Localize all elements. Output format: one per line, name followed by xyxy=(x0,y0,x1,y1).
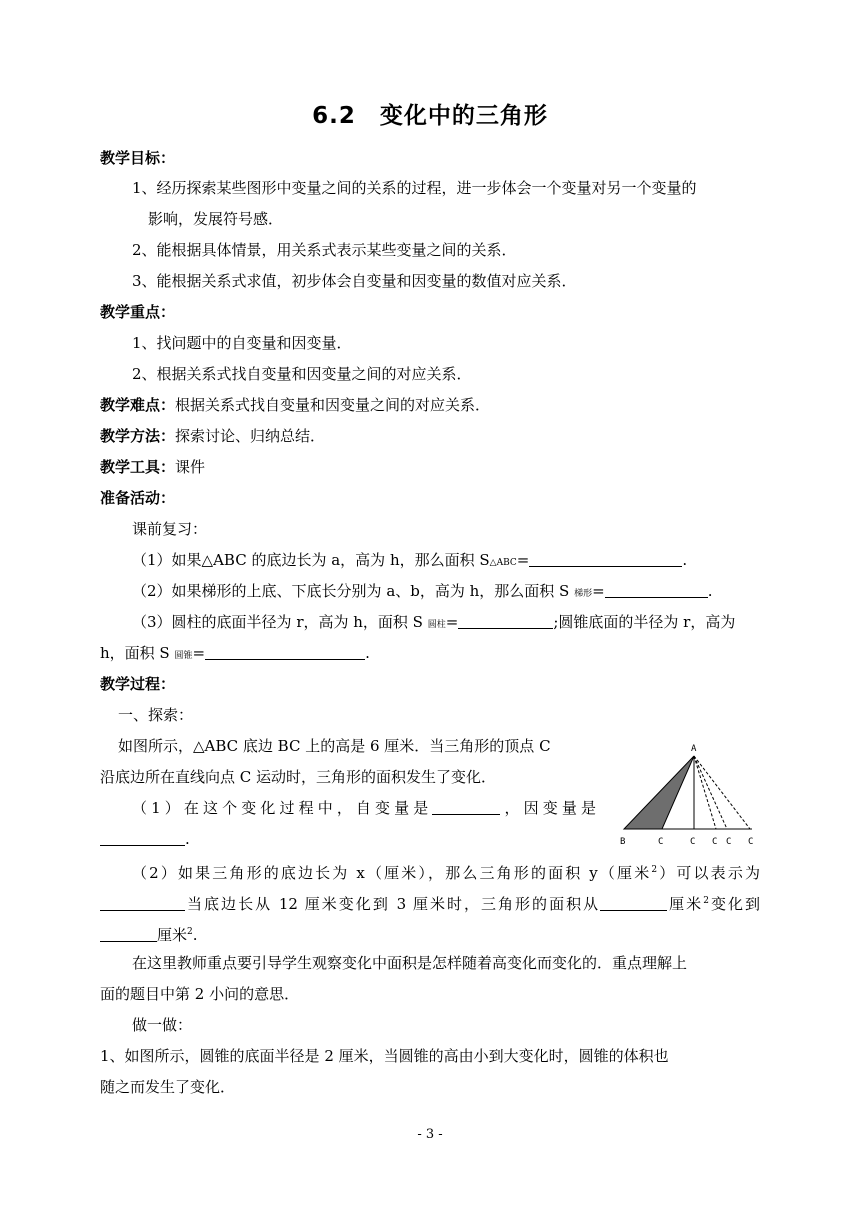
s2-area-to-blank[interactable] xyxy=(100,927,157,942)
tools-line xyxy=(100,457,205,477)
dashed-side-1 xyxy=(694,756,716,829)
q3-subscript: 圆柱 xyxy=(427,620,446,630)
review-question-1 xyxy=(132,550,687,573)
s2-unit: 厘米 xyxy=(667,895,704,913)
do-it-item-1-line-2: 随之而发生了变化． xyxy=(100,1078,236,1096)
tools-label: 教学工具： xyxy=(100,458,176,476)
s2-cont-text: 当底边长从 12 厘米变化到 3 厘米时，三角形的面积从 xyxy=(185,895,601,913)
process-heading: 教学过程： xyxy=(100,675,176,693)
s2-expression-blank[interactable] xyxy=(100,896,185,911)
explore-paragraph-line-1: 如图所示，△ABC 底边 BC 上的高是 6 厘米．当三角形的顶点 C xyxy=(118,737,551,755)
q3b-equals: = xyxy=(192,644,206,662)
method-label: 教学方法： xyxy=(100,427,176,445)
q1-answer-blank[interactable] xyxy=(529,552,682,567)
teacher-note-line-2: 面的题目中第 2 小问的意思． xyxy=(100,985,300,1003)
s2-text: （2）如果三角形的底边长为 x（厘米），那么三角形的面积 y（厘米 xyxy=(132,864,652,882)
q2-end: . xyxy=(707,582,713,600)
do-it-label: 做一做： xyxy=(132,1016,193,1034)
triangle-figure xyxy=(612,740,772,852)
dashed-side-3 xyxy=(694,756,750,829)
key-points-heading: 教学重点： xyxy=(100,303,176,321)
label-apex-a: A xyxy=(691,744,697,754)
key-point-1: 1、找问题中的自变量和因变量． xyxy=(132,334,352,352)
sub-question-1 xyxy=(132,798,596,818)
s1-text-a: （1）在这个变化过程中，自变量是 xyxy=(132,799,433,817)
difficulty-text: 根据关系式找自变量和因变量之间的对应关系． xyxy=(175,396,491,414)
q2-subscript: 梯形 xyxy=(574,589,593,599)
q2-equals: = xyxy=(592,582,605,600)
q2-answer-blank[interactable] xyxy=(605,583,708,598)
sub-question-2 xyxy=(132,860,760,883)
q2-text: （2）如果梯形的上底、下底长分别为 a、b，高为 h，那么面积 S xyxy=(132,582,575,600)
q3-text: （3）圆柱的底面半径为 r，高为 h，面积 S xyxy=(132,613,428,631)
s1-independent-blank[interactable] xyxy=(432,800,500,815)
s2-unit-superscript: 2 xyxy=(703,896,709,906)
label-c-4: C xyxy=(726,837,732,847)
method-line xyxy=(100,426,325,446)
q1-equals: = xyxy=(516,551,530,569)
sub-question-2-cont-2 xyxy=(100,922,198,945)
explore-label: 一、探索： xyxy=(118,706,194,724)
s2-end: . xyxy=(192,926,198,944)
label-b: B xyxy=(620,837,626,847)
objectives-heading: 教学目标： xyxy=(100,149,176,167)
q1-subscript: △ABC xyxy=(489,558,517,568)
objective-item-3: 3、能根据关系式求值，初步体会自变量和因变量的数值对应关系． xyxy=(132,272,577,290)
s2-unit-2: 厘米 xyxy=(157,926,188,944)
q1-text: （1）如果△ABC 的底边长为 a，高为 h，那么面积 S xyxy=(132,551,490,569)
prep-heading: 准备活动： xyxy=(100,489,176,507)
sub-question-2-cont xyxy=(100,891,760,914)
do-it-item-1-line-1: 1、如图所示，圆锥的底面半径是 2 厘米，当圆锥的高由小到大变化时，圆锥的体积也 xyxy=(100,1047,669,1065)
objective-item-2: 2、能根据具体情景，用关系式表示某些变量之间的关系． xyxy=(132,241,517,259)
label-c-2: C xyxy=(690,837,696,847)
difficulty-line xyxy=(100,395,490,415)
s1-dependent-blank[interactable] xyxy=(100,831,185,846)
s2-superscript: 2 xyxy=(651,865,658,875)
shaded-triangle xyxy=(624,756,694,829)
q3b-end: . xyxy=(365,644,370,662)
sub-question-1-cont xyxy=(100,829,190,849)
q3b-subscript: 圆锥 xyxy=(174,651,193,661)
q1-end: . xyxy=(682,551,688,569)
label-c-3: C xyxy=(712,837,718,847)
q3b-answer-blank[interactable] xyxy=(205,645,365,660)
q3-answer-blank[interactable] xyxy=(458,614,553,629)
teacher-note-line-1: 在这里教师重点要引导学生观察变化中面积是怎样随着高变化而变化的．重点理解上 xyxy=(132,954,688,972)
s1-end: . xyxy=(185,830,190,848)
review-question-3-cont xyxy=(100,643,370,666)
s1-text-b: ，因变量是 xyxy=(500,799,596,817)
label-c-1: C xyxy=(658,837,664,847)
difficulty-label: 教学难点： xyxy=(100,396,176,414)
s2-text-end: ）可以表示为 xyxy=(657,864,760,882)
key-point-2: 2、根据关系式找自变量和因变量之间的对应关系． xyxy=(132,365,472,383)
explore-paragraph-line-2: 沿底边所在直线向点 C 运动时，三角形的面积发生了变化． xyxy=(100,768,497,786)
q3-equals: = xyxy=(445,613,459,631)
review-question-3 xyxy=(132,612,735,635)
objective-item-1: 1、经历探索某些图形中变量之间的关系的过程，进一步体会一个变量对另一个变量的 xyxy=(132,179,697,197)
method-text: 探索讨论、归纳总结． xyxy=(175,427,326,445)
q3b-text: h，面积 S xyxy=(100,644,175,662)
page-number: - 3 - xyxy=(417,1127,443,1142)
q3-continued: ;圆锥底面的半径为 r，高为 xyxy=(553,613,736,631)
review-label: 课前复习： xyxy=(132,520,208,538)
review-question-2 xyxy=(132,581,712,604)
objective-item-1-cont: 影响，发展符号感． xyxy=(148,210,284,228)
page-title: 6.2 变化中的三角形 xyxy=(312,103,548,129)
s2-unit-2-superscript: 2 xyxy=(187,927,193,937)
s2-area-from-blank[interactable] xyxy=(600,896,667,911)
s2-change-to: 变化到 xyxy=(708,895,760,913)
tools-text: 课件 xyxy=(175,458,206,476)
label-c-5: C xyxy=(748,837,754,847)
